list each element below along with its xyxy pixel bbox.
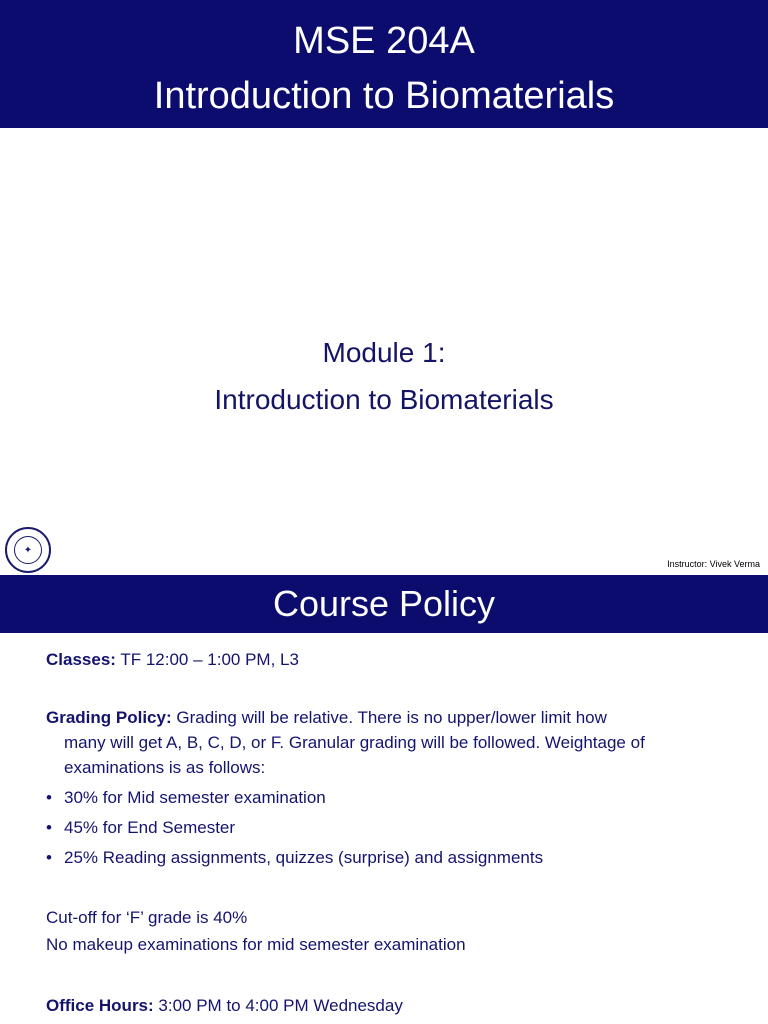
title-band (0, 0, 768, 128)
course-code: MSE 204A (293, 20, 475, 62)
office-hours (46, 993, 748, 1018)
makeup-line: No makeup examinations for mid semester examination (46, 935, 466, 954)
seal-inner-ring: ✦ (14, 536, 42, 564)
grading-label: Grading Policy: (46, 708, 172, 727)
classes-label: Classes: (46, 650, 116, 669)
list-item: • 25% Reading assignments, quizzes (surprise) and assignments (46, 845, 543, 875)
instructor-credit: Instructor: Vivek Verma (667, 559, 760, 569)
module-number: Module 1: (322, 337, 446, 368)
institute-seal-icon (5, 527, 51, 573)
list-item: • 30% for Mid semester examination (46, 785, 543, 815)
grading-policy (46, 705, 748, 780)
grading-text-rest: many will get A, B, C, D, or F. Granular grading will be followed. Weightage of examinations is as follows: (64, 733, 645, 777)
classes-value: TF 12:00 – 1:00 PM, L3 (115, 650, 299, 669)
slide-course-policy (0, 575, 768, 1024)
cutoff-line: Cut-off for ‘F’ grade is 40% (46, 908, 248, 927)
policy-title: Course Policy (272, 583, 496, 624)
office-label: Office Hours: (46, 996, 154, 1015)
weightage-list (46, 785, 543, 875)
course-title: Introduction to Biomaterials (153, 75, 615, 117)
list-item: • 45% for End Semester (46, 815, 543, 845)
office-value: 3:00 PM to 4:00 PM Wednesday (153, 996, 403, 1015)
grading-text-first: Grading will be relative. There is no upper/lower limit how (171, 708, 607, 727)
classes-line (46, 647, 748, 672)
module-title: Introduction to Biomaterials (214, 384, 554, 415)
policy-title-band (0, 575, 768, 633)
